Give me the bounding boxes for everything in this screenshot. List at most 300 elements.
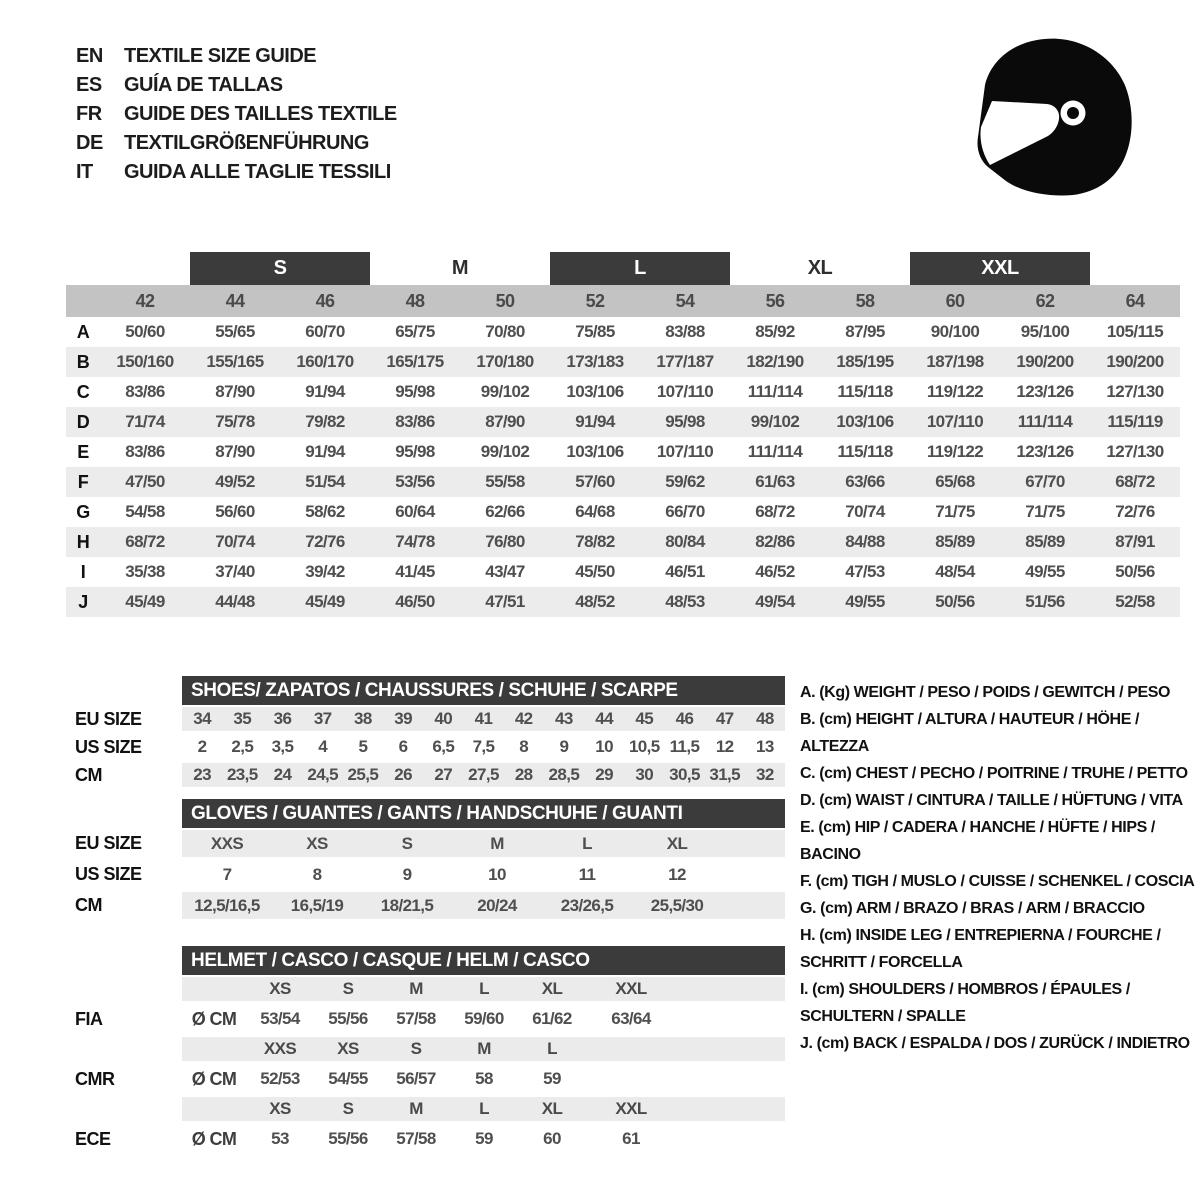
table-cell: 8 <box>312 864 322 884</box>
table-cell: 71/74 <box>125 412 165 431</box>
table-cell: 50 <box>495 290 515 311</box>
legend-item-g: G. (cm) ARM / BRAZO / BRAS / ARM / BRACCIO <box>800 900 1145 917</box>
table-cell: 46/50 <box>395 592 435 611</box>
table-cell: 87/90 <box>215 442 255 461</box>
table-cell: 44 <box>225 290 245 311</box>
language-code: IT <box>76 161 93 183</box>
table-cell: 25,5 <box>347 765 379 784</box>
size-header-row <box>66 252 1180 285</box>
table-cell: 61/62 <box>532 1009 572 1028</box>
table-cell: 9 <box>559 737 569 756</box>
table-cell: 54/55 <box>328 1069 368 1088</box>
table-cell: Ø CM <box>191 1128 237 1149</box>
table-cell: 190/200 <box>1016 352 1074 371</box>
table-cell: 91/94 <box>575 412 615 431</box>
table-row-j <box>66 587 1180 617</box>
table-cell: 27 <box>434 765 453 784</box>
table-cell: 41 <box>474 709 493 728</box>
numeric-size-header-row <box>66 285 1180 317</box>
table-cell: 39 <box>394 709 412 728</box>
language-row <box>76 71 397 100</box>
table-cell: M <box>477 1039 491 1058</box>
table-cell: 87/90 <box>485 412 525 431</box>
row-label: D <box>76 411 90 432</box>
empty-label <box>75 1035 182 1063</box>
table-cell: 44 <box>595 709 613 728</box>
table-cell: 45/49 <box>125 592 165 611</box>
table-cell: 115/118 <box>837 382 893 401</box>
helmet-ece-values-row <box>75 1123 785 1155</box>
table-cell: 99/102 <box>480 382 530 401</box>
table-row-d <box>66 407 1180 437</box>
table-cell: 182/190 <box>746 352 804 371</box>
table-cell: 105/115 <box>1106 322 1164 341</box>
table-cell: 6,5 <box>432 737 455 756</box>
language-title: TEXTILE SIZE GUIDE <box>124 45 317 67</box>
table-cell: 24 <box>273 765 292 784</box>
table-cell: XXS <box>263 1039 297 1058</box>
table-cell: 52 <box>585 290 605 311</box>
table-cell: 103/106 <box>836 412 894 431</box>
table-cell: 127/130 <box>1106 382 1164 401</box>
table-cell: 70/80 <box>485 322 525 341</box>
table-cell: 25,5/30 <box>650 895 704 915</box>
table-cell: 115/119 <box>1107 412 1163 431</box>
row-label: A <box>76 321 90 342</box>
table-cell: 57/58 <box>396 1129 436 1148</box>
table-cell: 7,5 <box>472 737 495 756</box>
table-cell: S <box>410 1039 422 1058</box>
table-cell: 68/72 <box>125 532 165 551</box>
row-label: I <box>80 561 86 582</box>
table-cell: 127/130 <box>1106 442 1164 461</box>
table-cell: XXL <box>615 1099 647 1118</box>
table-cell: 115/118 <box>837 442 893 461</box>
table-cell: 76/80 <box>485 532 525 551</box>
table-cell: 60/64 <box>395 502 435 521</box>
table-cell: 190/200 <box>1106 352 1164 371</box>
table-cell: 55/65 <box>215 322 255 341</box>
table-cell: 123/126 <box>1016 382 1074 401</box>
gloves-table-title: GLOVES / GUANTES / GANTS / HANDSCHUHE / GUANTI <box>182 799 785 828</box>
table-cell: 165/175 <box>386 352 444 371</box>
table-cell: 107/110 <box>656 442 714 461</box>
table-row-e <box>66 437 1180 467</box>
table-cell: 95/100 <box>1020 322 1070 341</box>
table-cell: 11,5 <box>669 737 700 756</box>
table-cell: 103/106 <box>566 442 624 461</box>
table-cell: Ø CM <box>191 1008 237 1029</box>
table-cell: 49/54 <box>755 592 795 611</box>
table-cell: Ø CM <box>191 1068 237 1089</box>
table-cell: 26 <box>394 765 412 784</box>
table-cell: 42 <box>135 290 155 311</box>
table-cell: 99/102 <box>480 442 530 461</box>
table-cell: 70/74 <box>215 532 255 551</box>
measurement-legend <box>800 679 1198 1057</box>
table-cell: 83/86 <box>125 442 165 461</box>
table-cell: 31,5 <box>709 765 741 784</box>
helmet-fia-sizes-row <box>75 975 785 1003</box>
language-title: GUIDE DES TAILLES TEXTILE <box>124 103 397 125</box>
table-cell: 62 <box>1035 290 1055 311</box>
row-label-cm: CM <box>75 895 102 915</box>
gloves-header-row <box>75 799 785 828</box>
table-cell: 6 <box>398 737 408 756</box>
table-cell: 65/68 <box>935 472 975 491</box>
helmet-ece-sizes-row <box>75 1095 785 1123</box>
table-cell: XS <box>337 1039 359 1058</box>
table-cell: 20/24 <box>477 895 517 915</box>
table-cell: M <box>490 833 504 853</box>
table-cell: 23/26,5 <box>560 895 614 915</box>
table-cell: 83/86 <box>125 382 165 401</box>
table-cell: 50/56 <box>935 592 975 611</box>
language-row <box>76 129 397 158</box>
table-cell: 72/76 <box>1115 502 1155 521</box>
table-cell: 54 <box>675 290 695 311</box>
table-cell: 187/198 <box>926 352 984 371</box>
table-cell: 48/54 <box>935 562 975 581</box>
empty-label <box>75 799 182 828</box>
table-cell: 43 <box>555 709 573 728</box>
table-cell: XL <box>541 1099 563 1118</box>
table-cell: 59/60 <box>464 1009 504 1028</box>
row-label-us-size: US SIZE <box>75 736 142 757</box>
table-cell: L <box>479 979 489 998</box>
table-cell: 47/51 <box>485 592 525 611</box>
table-cell: M <box>409 1099 423 1118</box>
legend-item-b: B. (cm) HEIGHT / ALTURA / HAUTEUR / HÖHE / ALTEZZA <box>800 711 1140 755</box>
empty-label <box>75 1095 182 1123</box>
table-cell: XS <box>269 1099 291 1118</box>
table-cell: 23,5 <box>226 765 258 784</box>
table-cell: 111/114 <box>747 382 803 401</box>
language-code: DE <box>76 132 103 154</box>
table-cell: 34 <box>193 709 211 728</box>
row-label-eu-size: EU SIZE <box>75 833 142 853</box>
helmet-cmr-values-row <box>75 1063 785 1095</box>
table-cell: 11 <box>578 864 596 884</box>
shoes-eu-row <box>75 705 785 733</box>
table-cell: 51/56 <box>1025 592 1065 611</box>
table-cell: 27,5 <box>468 765 499 784</box>
table-cell: 150/160 <box>116 352 174 371</box>
shoes-table-title: SHOES/ ZAPATOS / CHAUSSURES / SCHUHE / SCARPE <box>182 676 785 705</box>
table-cell: 95/98 <box>395 442 435 461</box>
table-cell: 155/165 <box>206 352 264 371</box>
gloves-us-row <box>75 859 785 890</box>
table-cell: 37/40 <box>215 562 255 581</box>
table-cell: 37 <box>313 709 332 728</box>
table-cell: 23 <box>193 765 211 784</box>
table-cell: 75/85 <box>575 322 615 341</box>
table-cell: S <box>342 1099 354 1118</box>
gloves-cm-row <box>75 890 785 921</box>
table-cell: 59/62 <box>665 472 705 491</box>
table-cell: 50/60 <box>125 322 165 341</box>
table-cell: 44/48 <box>215 592 255 611</box>
table-cell: 68/72 <box>755 502 795 521</box>
table-cell: 29 <box>595 765 613 784</box>
table-cell: 35 <box>233 709 252 728</box>
size-label-s: S <box>190 252 370 285</box>
table-cell: 46 <box>315 290 335 311</box>
table-cell: 2 <box>197 737 207 756</box>
table-cell: 46/52 <box>755 562 795 581</box>
table-cell: 35/38 <box>125 562 165 581</box>
table-cell: 64/68 <box>575 502 615 521</box>
table-cell: XL <box>541 979 563 998</box>
table-cell: 49/52 <box>215 472 255 491</box>
table-cell: 58 <box>475 1069 493 1088</box>
empty-label <box>75 975 182 1003</box>
helmet-size-table <box>75 946 785 1155</box>
racing-helmet-icon <box>975 33 1145 208</box>
table-cell: L <box>582 833 592 853</box>
row-label: H <box>76 531 90 552</box>
table-cell: 87/95 <box>845 322 885 341</box>
row-label: C <box>76 381 90 402</box>
table-cell: 58 <box>855 290 875 311</box>
table-cell: 62/66 <box>485 502 525 521</box>
language-row <box>76 42 397 71</box>
table-row-f <box>66 467 1180 497</box>
empty-label <box>75 676 182 705</box>
table-cell: 82/86 <box>755 532 795 551</box>
table-cell: 56/57 <box>396 1069 436 1088</box>
table-cell: 103/106 <box>566 382 624 401</box>
row-label-eu-size: EU SIZE <box>75 708 142 729</box>
table-cell: 78/82 <box>575 532 615 551</box>
table-cell: 54/58 <box>125 502 165 521</box>
table-cell: 30 <box>635 765 654 784</box>
table-cell: 119/122 <box>926 382 984 401</box>
table-cell: 170/180 <box>476 352 534 371</box>
table-cell: 83/86 <box>395 412 435 431</box>
table-cell: 72/76 <box>305 532 345 551</box>
table-cell: 63/64 <box>611 1009 651 1028</box>
table-cell: 30,5 <box>669 765 700 784</box>
table-cell: 91/94 <box>305 442 345 461</box>
row-label: G <box>76 501 90 522</box>
language-title: GUIDA ALLE TAGLIE TESSILI <box>124 161 391 183</box>
table-cell: S <box>401 833 413 853</box>
table-cell: XXS <box>210 833 244 853</box>
shoes-us-row <box>75 733 785 761</box>
legend-item-j: J. (cm) BACK / ESPALDA / DOS / ZURÜCK / INDIETRO <box>800 1035 1190 1052</box>
table-cell: 63/66 <box>845 472 885 491</box>
table-cell: 36 <box>273 709 292 728</box>
table-cell: 91/94 <box>305 382 345 401</box>
table-cell: 66/70 <box>665 502 705 521</box>
table-cell: 4 <box>318 737 328 756</box>
language-title: TEXTILGRÖßENFÜHRUNG <box>124 132 369 154</box>
table-cell: 55/56 <box>328 1009 368 1028</box>
table-cell: 9 <box>402 864 412 884</box>
table-cell: 60/70 <box>305 322 345 341</box>
table-cell: 7 <box>222 864 232 884</box>
table-row-b <box>66 347 1180 377</box>
table-cell: 64 <box>1125 290 1145 311</box>
table-cell: XS <box>306 833 328 853</box>
row-label-cmr: CMR <box>75 1068 115 1089</box>
table-cell: 59 <box>475 1129 493 1148</box>
table-cell: 74/78 <box>395 532 435 551</box>
language-row <box>76 158 397 187</box>
legend-item-i: I. (cm) SHOULDERS / HOMBROS / ÉPAULES / SCHULTERN / SPALLE <box>800 981 1130 1025</box>
table-cell: 48/53 <box>665 592 705 611</box>
table-cell: 8 <box>519 737 529 756</box>
table-row-c <box>66 377 1180 407</box>
table-cell: 185/195 <box>836 352 894 371</box>
table-cell: 84/88 <box>845 532 885 551</box>
size-label-l: L <box>550 252 730 285</box>
table-cell: 41/45 <box>395 562 435 581</box>
size-label-m: M <box>451 257 469 279</box>
table-cell: 10,5 <box>628 737 660 756</box>
table-cell: 160/170 <box>296 352 354 371</box>
table-cell: 47/53 <box>845 562 885 581</box>
table-cell: 99/102 <box>750 412 800 431</box>
table-cell: 18/21,5 <box>380 895 434 915</box>
table-cell: 95/98 <box>665 412 705 431</box>
table-cell: 53/54 <box>260 1009 300 1028</box>
table-cell: XXL <box>615 979 647 998</box>
shoes-cm-row <box>75 761 785 789</box>
table-cell: 5 <box>358 737 368 756</box>
row-label-fia: FIA <box>75 1008 103 1029</box>
language-row <box>76 100 397 129</box>
empty-label <box>75 946 182 975</box>
table-cell: 51/54 <box>305 472 345 491</box>
row-label-cm: CM <box>75 764 102 785</box>
table-cell: 60 <box>945 290 965 311</box>
table-cell: 50/56 <box>1115 562 1155 581</box>
table-cell: 83/88 <box>665 322 705 341</box>
table-cell: 68/72 <box>1115 472 1155 491</box>
table-cell: 55/58 <box>485 472 525 491</box>
table-cell: 47/50 <box>125 472 165 491</box>
table-cell: 61 <box>622 1129 640 1148</box>
table-cell: 71/75 <box>935 502 975 521</box>
table-cell: M <box>409 979 423 998</box>
table-cell: 2,5 <box>231 737 254 756</box>
row-label: E <box>77 441 89 462</box>
table-cell: 80/84 <box>665 532 705 551</box>
table-cell: 47 <box>715 709 734 728</box>
table-cell: 39/42 <box>305 562 345 581</box>
table-cell: 42 <box>514 709 533 728</box>
table-row-h <box>66 527 1180 557</box>
table-cell: 111/114 <box>1017 412 1073 431</box>
table-cell: 56 <box>765 290 785 311</box>
table-cell: 48 <box>756 709 774 728</box>
table-cell: 67/70 <box>1025 472 1065 491</box>
row-label-ece: ECE <box>75 1128 111 1149</box>
gloves-size-table <box>75 799 785 921</box>
table-cell: 55/56 <box>328 1129 368 1148</box>
table-cell: 49/55 <box>845 592 885 611</box>
table-row-i <box>66 557 1180 587</box>
size-label-xl: XL <box>807 257 833 279</box>
row-label-us-size: US SIZE <box>75 864 142 884</box>
table-cell: 123/126 <box>1016 442 1074 461</box>
table-cell: 46/51 <box>665 562 705 581</box>
table-cell: 70/74 <box>845 502 885 521</box>
table-cell: 87/90 <box>215 382 255 401</box>
table-cell: 90/100 <box>930 322 980 341</box>
table-cell: 10 <box>595 737 613 756</box>
gloves-eu-row <box>75 828 785 859</box>
shoes-header-row <box>75 676 785 705</box>
table-cell: 95/98 <box>395 382 435 401</box>
table-cell: 45/49 <box>305 592 345 611</box>
table-cell: 46 <box>675 709 694 728</box>
table-cell: 58/62 <box>305 502 345 521</box>
table-cell: 32 <box>756 765 774 784</box>
helmet-table-title: HELMET / CASCO / CASQUE / HELM / CASCO <box>182 946 785 975</box>
table-cell: 3,5 <box>271 737 294 756</box>
table-cell: 13 <box>756 737 774 756</box>
language-code: FR <box>76 103 102 125</box>
language-title-block <box>76 42 397 187</box>
table-cell: 28,5 <box>548 765 580 784</box>
table-cell: 65/75 <box>395 322 435 341</box>
table-cell: 71/75 <box>1025 502 1065 521</box>
table-cell: 52/58 <box>1115 592 1155 611</box>
table-cell: 57/58 <box>396 1009 436 1028</box>
table-cell: 12 <box>668 864 686 884</box>
table-cell: 87/91 <box>1115 532 1155 551</box>
legend-item-d: D. (cm) WAIST / CINTURA / TAILLE / HÜFTUNG / VITA <box>800 792 1183 809</box>
table-cell: 119/122 <box>926 442 984 461</box>
table-cell: 43/47 <box>485 562 525 581</box>
table-cell: 28 <box>514 765 533 784</box>
table-cell: 107/110 <box>656 382 714 401</box>
table-cell: 52/53 <box>260 1069 300 1088</box>
table-cell: 177/187 <box>656 352 714 371</box>
table-cell: 12,5/16,5 <box>194 895 260 915</box>
table-cell: S <box>342 979 354 998</box>
table-cell: 85/89 <box>935 532 975 551</box>
table-cell: 16,5/19 <box>290 895 344 915</box>
legend-item-a: A. (Kg) WEIGHT / PESO / POIDS / GEWITCH / PESO <box>800 684 1171 701</box>
table-cell: 48 <box>405 290 425 311</box>
helmet-cmr-sizes-row <box>75 1035 785 1063</box>
table-cell: 57/60 <box>575 472 615 491</box>
table-cell: 85/92 <box>755 322 795 341</box>
table-cell: 56/60 <box>215 502 255 521</box>
table-cell: 60 <box>543 1129 561 1148</box>
helmet-header-row <box>75 946 785 975</box>
table-cell: 49/55 <box>1025 562 1065 581</box>
table-cell: 45/50 <box>575 562 615 581</box>
table-cell: 59 <box>543 1069 561 1088</box>
table-cell: 12 <box>715 737 734 756</box>
table-cell: 24,5 <box>307 765 339 784</box>
row-label: J <box>78 591 88 612</box>
table-cell: 107/110 <box>926 412 984 431</box>
language-title: GUÍA DE TALLAS <box>124 74 283 96</box>
language-code: ES <box>76 74 102 96</box>
table-cell: 53 <box>271 1129 289 1148</box>
table-cell: L <box>479 1099 489 1118</box>
table-row-g <box>66 497 1180 527</box>
table-cell: 53/56 <box>395 472 435 491</box>
language-code: EN <box>76 45 103 67</box>
legend-item-c: C. (cm) CHEST / PECHO / POITRINE / TRUHE / PETTO <box>800 765 1188 782</box>
